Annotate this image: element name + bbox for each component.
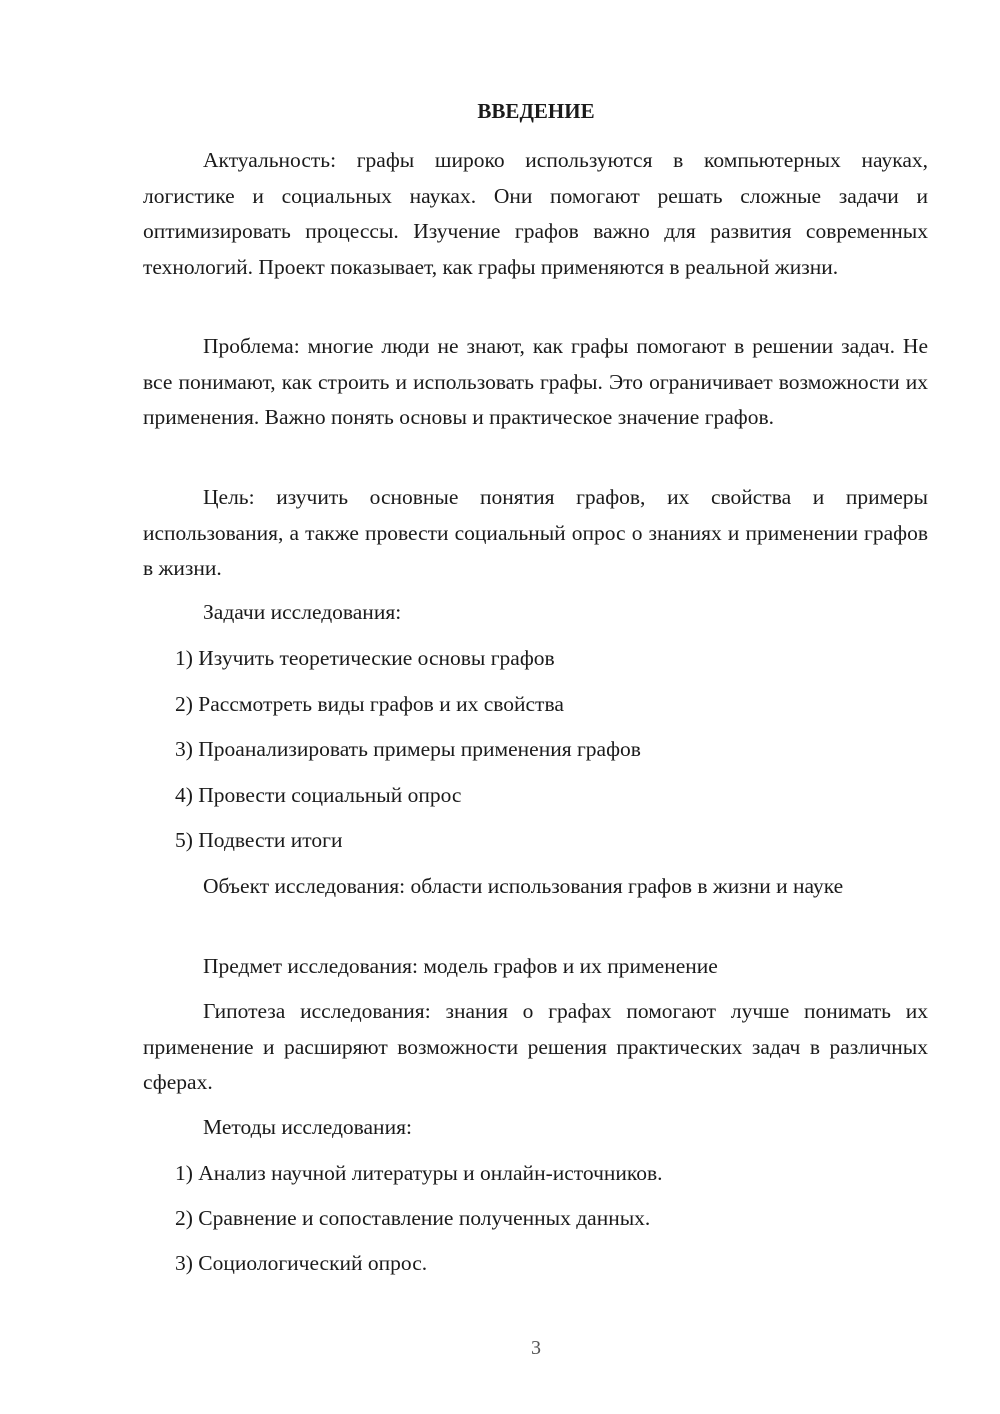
task-item: 4) Провести социальный опрос bbox=[175, 783, 462, 807]
problem-paragraph: Проблема: многие люди не знают, как графы помогают в решении задач. Не все понимают, как строить и использовать графы. Это ограничивает возможности их применения. Важно понять основы и практическое значение графов. bbox=[143, 334, 928, 429]
method-item: 3) Социологический опрос. bbox=[175, 1251, 428, 1275]
method-item: 2) Сравнение и сопоставление полученных данных. bbox=[175, 1206, 651, 1230]
relevance-paragraph: Актуальность: графы широко используются в компьютерных науках, логистике и социальных науках. Они помогают решать сложные задачи и оптимизировать процессы. Изучение графов важно для развития современных технологий. Проект показывает, как графы применяются в реальной жизни. bbox=[143, 148, 928, 279]
section-heading: ВВЕДЕНИЕ bbox=[477, 99, 595, 123]
task-item: 2) Рассмотреть виды графов и их свойства bbox=[175, 692, 564, 716]
methods-title: Методы исследования: bbox=[203, 1115, 412, 1139]
task-item: 5) Подвести итоги bbox=[175, 828, 343, 852]
page-number: 3 bbox=[531, 1337, 541, 1359]
task-item: 3) Проанализировать примеры применения графов bbox=[175, 737, 641, 761]
method-item: 1) Анализ научной литературы и онлайн-источников. bbox=[175, 1161, 663, 1185]
subject-paragraph: Предмет исследования: модель графов и их применение bbox=[203, 954, 718, 978]
task-item: 1) Изучить теоретические основы графов bbox=[175, 646, 555, 670]
goal-paragraph: Цель: изучить основные понятия графов, их свойства и примеры использования, а также провести социальный опрос о знаниях и применении графов в жизни. bbox=[143, 485, 928, 580]
hypothesis-paragraph: Гипотеза исследования: знания о графах помогают лучше понимать их применение и расширяют возможности решения практических задач в различных сферах. bbox=[143, 999, 928, 1094]
object-paragraph: Объект исследования: области использования графов в жизни и науке bbox=[203, 874, 844, 898]
tasks-title: Задачи исследования: bbox=[203, 600, 402, 624]
